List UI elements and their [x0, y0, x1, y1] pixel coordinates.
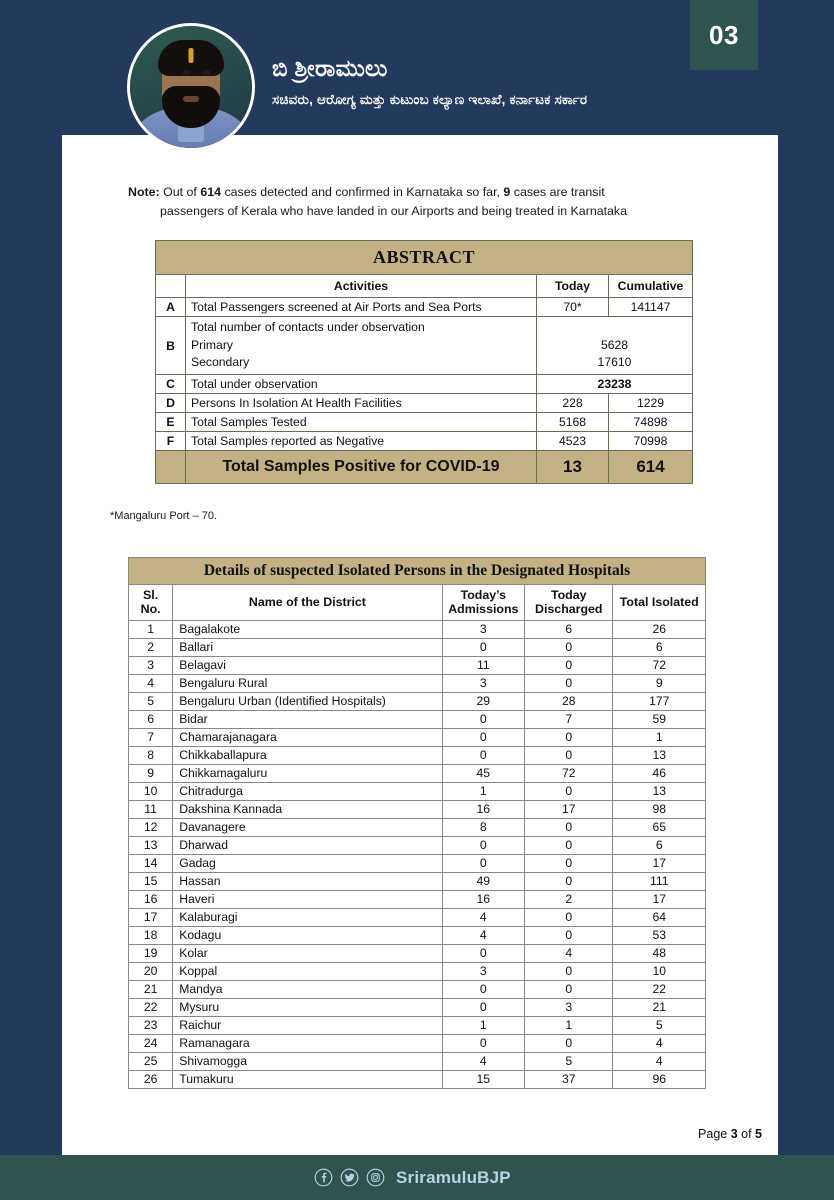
instagram-icon[interactable]: [366, 1168, 385, 1187]
table-row: [156, 413, 693, 432]
district-title: Details of suspected Isolated Persons in the Designated Hospitals: [129, 558, 706, 585]
district-title-row: [129, 558, 706, 585]
row-sl-no: 23: [129, 1016, 173, 1034]
abstract-col-key: [156, 275, 186, 298]
portrait-eye-right: [202, 70, 211, 75]
row-admissions: 4: [442, 926, 524, 944]
row-sl-no: 15: [129, 872, 173, 890]
row-district-name: Koppal: [173, 962, 442, 980]
row-discharged: 2: [525, 890, 613, 908]
row-key: D: [156, 394, 186, 413]
row-total-isolated: 1: [613, 728, 706, 746]
abstract-total-row: [156, 451, 693, 484]
row-total-isolated: 26: [613, 620, 706, 638]
row-district-name: Ballari: [173, 638, 442, 656]
district-col-sl-line2: No.: [140, 602, 161, 617]
table-row: [129, 1070, 706, 1088]
district-header-row: [129, 585, 706, 621]
row-district-name: Mysuru: [173, 998, 442, 1016]
row-district-name: Dharwad: [173, 836, 442, 854]
table-row: [129, 962, 706, 980]
row-total-isolated: 22: [613, 980, 706, 998]
row-total-isolated: 4: [613, 1052, 706, 1070]
row-district-name: Bengaluru Urban (Identified Hospitals): [173, 692, 442, 710]
row-sl-no: 12: [129, 818, 173, 836]
twitter-icon[interactable]: [340, 1168, 359, 1187]
table-row: [129, 764, 706, 782]
total-label: Total Samples Positive for COVID-19: [186, 451, 537, 484]
portrait-tilak: [189, 48, 194, 63]
minister-name: ಬಿ ಶ್ರೀರಾಮುಲು: [272, 55, 388, 81]
note-total-cases: 614: [200, 185, 221, 199]
row-discharged: 0: [525, 782, 613, 800]
row-activity: Total Samples Tested: [186, 413, 537, 432]
table-row: [129, 782, 706, 800]
row-total-isolated: 4: [613, 1034, 706, 1052]
row-admissions: 4: [442, 908, 524, 926]
note-paragraph: [128, 183, 728, 221]
note-line-2: passengers of Kerala who have landed in our Airports and being treated in Karnataka: [160, 204, 628, 219]
district-col-adm-line1: Today’s: [460, 588, 507, 602]
total-key: [156, 451, 186, 484]
row-discharged: 28: [525, 692, 613, 710]
row-sl-no: 20: [129, 962, 173, 980]
row-sl-no: 25: [129, 1052, 173, 1070]
row-discharged: 0: [525, 746, 613, 764]
row-activity: [186, 317, 537, 375]
row-today: 70*: [537, 298, 609, 317]
table-row: [129, 980, 706, 998]
row-sl-no: 9: [129, 764, 173, 782]
row-admissions: 45: [442, 764, 524, 782]
row-primary-count: 5628: [600, 337, 629, 352]
note-text-a: Out of: [159, 185, 201, 199]
row-sl-no: 24: [129, 1034, 173, 1052]
row-admissions: 3: [442, 620, 524, 638]
page-indicator: [698, 1127, 762, 1141]
table-row: [129, 1016, 706, 1034]
row-today: 4523: [537, 432, 609, 451]
row-discharged: 0: [525, 1034, 613, 1052]
row-merged-value: 23238: [537, 375, 693, 394]
row-admissions: 0: [442, 1034, 524, 1052]
row-activity-line-2: Primary: [191, 337, 233, 352]
table-row: [129, 836, 706, 854]
row-activity: Total Passengers screened at Air Ports and Sea Ports: [186, 298, 537, 317]
row-sl-no: 13: [129, 836, 173, 854]
table-row: [156, 298, 693, 317]
portrait-eye-left: [182, 70, 191, 75]
district-col-dis-line1: Today: [550, 588, 587, 602]
row-total-isolated: 10: [613, 962, 706, 980]
page-footer: [0, 1155, 834, 1200]
row-sl-no: 17: [129, 908, 173, 926]
row-admissions: 16: [442, 890, 524, 908]
row-district-name: Belagavi: [173, 656, 442, 674]
row-key: C: [156, 375, 186, 394]
row-district-name: Ramanagara: [173, 1034, 442, 1052]
row-admissions: 3: [442, 962, 524, 980]
table-row: [129, 728, 706, 746]
note-text-b: cases detected and confirmed in Karnataka so far,: [221, 185, 504, 199]
row-district-name: Davanagere: [173, 818, 442, 836]
row-discharged: 0: [525, 836, 613, 854]
row-sl-no: 3: [129, 656, 173, 674]
row-district-name: Hassan: [173, 872, 442, 890]
row-admissions: 3: [442, 674, 524, 692]
abstract-table: [155, 240, 693, 484]
row-sl-no: 22: [129, 998, 173, 1016]
district-col-dis-line2: Discharged: [535, 602, 603, 617]
row-activity: Total Samples reported as Negative: [186, 432, 537, 451]
row-total-isolated: 46: [613, 764, 706, 782]
row-total-isolated: 21: [613, 998, 706, 1016]
abstract-col-cumulative: Cumulative: [609, 275, 693, 298]
total-cumulative: 614: [609, 451, 693, 484]
row-total-isolated: 13: [613, 782, 706, 800]
row-sl-no: 8: [129, 746, 173, 764]
row-total-isolated: 72: [613, 656, 706, 674]
row-district-name: Tumakuru: [173, 1070, 442, 1088]
row-district-name: Kodagu: [173, 926, 442, 944]
district-col-sl: [129, 585, 173, 621]
row-total-isolated: 17: [613, 854, 706, 872]
row-total-isolated: 17: [613, 890, 706, 908]
row-district-name: Raichur: [173, 1016, 442, 1034]
row-district-name: Chitradurga: [173, 782, 442, 800]
note-text-c: cases are transit: [510, 185, 605, 199]
row-today: 5168: [537, 413, 609, 432]
page-header: [0, 0, 834, 135]
row-admissions: 0: [442, 854, 524, 872]
table-row: [129, 656, 706, 674]
row-discharged: 72: [525, 764, 613, 782]
row-discharged: 0: [525, 638, 613, 656]
row-admissions: 0: [442, 728, 524, 746]
page-middle: of: [737, 1127, 756, 1141]
row-total-isolated: 9: [613, 674, 706, 692]
row-cumulative: 74898: [609, 413, 693, 432]
table-row: [156, 394, 693, 413]
row-sl-no: 11: [129, 800, 173, 818]
row-sl-no: 21: [129, 980, 173, 998]
row-activity-line-1: Total number of contacts under observation: [191, 320, 425, 334]
row-sl-no: 2: [129, 638, 173, 656]
district-col-sl-line1: Sl.: [143, 588, 159, 602]
table-row: [129, 890, 706, 908]
table-row: [129, 854, 706, 872]
row-sl-no: 6: [129, 710, 173, 728]
row-district-name: Shivamogga: [173, 1052, 442, 1070]
table-row: [129, 1052, 706, 1070]
minister-identity: [272, 55, 587, 108]
table-row: [129, 620, 706, 638]
row-district-name: Bagalakote: [173, 620, 442, 638]
row-sl-no: 14: [129, 854, 173, 872]
row-admissions: 1: [442, 782, 524, 800]
row-discharged: 0: [525, 818, 613, 836]
row-total-isolated: 96: [613, 1070, 706, 1088]
row-total-isolated: 6: [613, 836, 706, 854]
row-cumulative: 70998: [609, 432, 693, 451]
row-discharged: 1: [525, 1016, 613, 1034]
row-merged-values: [537, 317, 693, 375]
table-row: [129, 1034, 706, 1052]
footnote: *Mangaluru Port – 70.: [110, 510, 218, 522]
row-admissions: 1: [442, 1016, 524, 1034]
row-admissions: 16: [442, 800, 524, 818]
note-label: Note:: [128, 185, 160, 199]
row-district-name: Chikkaballapura: [173, 746, 442, 764]
row-admissions: 11: [442, 656, 524, 674]
social-links: [314, 1168, 385, 1187]
row-key: E: [156, 413, 186, 432]
district-col-name: Name of the District: [173, 585, 442, 621]
row-discharged: 0: [525, 872, 613, 890]
row-sl-no: 19: [129, 944, 173, 962]
table-row: [129, 710, 706, 728]
minister-designation: ಸಚಿವರು, ಆರೋಗ್ಯ ಮತ್ತು ಕುಟುಂಬ ಕಲ್ಯಾಣ ಇಲಾಖೆ, ಕರ್ನಾಟಕ ಸರ್ಕಾರ: [272, 91, 588, 107]
table-row: [156, 317, 693, 375]
table-row: [129, 872, 706, 890]
portrait-mouth: [183, 96, 199, 102]
note-transit-cases: 9: [503, 185, 511, 199]
row-cumulative: 141147: [609, 298, 693, 317]
row-total-isolated: 177: [613, 692, 706, 710]
row-district-name: Bengaluru Rural: [173, 674, 442, 692]
social-handle[interactable]: SriramuluBJP: [396, 1167, 511, 1187]
row-admissions: 4: [442, 1052, 524, 1070]
row-total-isolated: 64: [613, 908, 706, 926]
row-total-isolated: 111: [613, 872, 706, 890]
row-total-isolated: 6: [613, 638, 706, 656]
row-admissions: 8: [442, 818, 524, 836]
row-activity: Persons In Isolation At Health Facilities: [186, 394, 537, 413]
row-total-isolated: 65: [613, 818, 706, 836]
row-admissions: 29: [442, 692, 524, 710]
row-total-isolated: 13: [613, 746, 706, 764]
page-number-badge: [690, 0, 758, 70]
row-discharged: 0: [525, 908, 613, 926]
row-admissions: 0: [442, 980, 524, 998]
row-sl-no: 5: [129, 692, 173, 710]
document-card: [62, 135, 778, 1155]
row-total-isolated: 59: [613, 710, 706, 728]
table-row: [129, 674, 706, 692]
abstract-header-row: [156, 275, 693, 298]
row-sl-no: 1: [129, 620, 173, 638]
row-sl-no: 18: [129, 926, 173, 944]
table-row: [156, 432, 693, 451]
row-discharged: 0: [525, 980, 613, 998]
row-admissions: 0: [442, 836, 524, 854]
row-key: A: [156, 298, 186, 317]
table-row: [156, 375, 693, 394]
row-total-isolated: 53: [613, 926, 706, 944]
table-row: [129, 818, 706, 836]
row-district-name: Haveri: [173, 890, 442, 908]
row-admissions: 0: [442, 746, 524, 764]
row-discharged: 0: [525, 728, 613, 746]
row-admissions: 0: [442, 944, 524, 962]
row-discharged: 0: [525, 854, 613, 872]
district-table-body: [129, 620, 706, 1088]
row-admissions: 15: [442, 1070, 524, 1088]
table-row: [129, 998, 706, 1016]
table-row: [129, 692, 706, 710]
abstract-col-activities: Activities: [186, 275, 537, 298]
district-table: [128, 557, 706, 1089]
row-discharged: 4: [525, 944, 613, 962]
district-col-adm-line2: Admissions: [448, 602, 519, 617]
row-key: B: [156, 317, 186, 375]
row-discharged: 0: [525, 926, 613, 944]
row-district-name: Chamarajanagara: [173, 728, 442, 746]
row-sl-no: 26: [129, 1070, 173, 1088]
table-row: [129, 926, 706, 944]
row-discharged: 6: [525, 620, 613, 638]
row-admissions: 0: [442, 638, 524, 656]
abstract-title: ABSTRACT: [156, 241, 693, 275]
row-key: F: [156, 432, 186, 451]
row-discharged: 0: [525, 674, 613, 692]
row-today: 228: [537, 394, 609, 413]
row-discharged: 37: [525, 1070, 613, 1088]
row-district-name: Kolar: [173, 944, 442, 962]
page-total: 5: [755, 1127, 762, 1141]
row-cumulative: 1229: [609, 394, 693, 413]
page-current: 3: [730, 1127, 738, 1141]
district-col-total: Total Isolated: [613, 585, 706, 621]
avatar: [127, 23, 255, 151]
row-discharged: 3: [525, 998, 613, 1016]
row-admissions: 0: [442, 998, 524, 1016]
row-total-isolated: 48: [613, 944, 706, 962]
row-discharged: 0: [525, 656, 613, 674]
table-row: [129, 746, 706, 764]
badge-number: 03: [709, 19, 739, 50]
facebook-icon[interactable]: [314, 1168, 333, 1187]
table-row: [129, 944, 706, 962]
row-admissions: 49: [442, 872, 524, 890]
page-prefix: Page: [698, 1127, 731, 1141]
row-discharged: 0: [525, 962, 613, 980]
row-activity-line-3: Secondary: [191, 355, 250, 370]
row-district-name: Kalaburagi: [173, 908, 442, 926]
row-admissions: 0: [442, 710, 524, 728]
total-today: 13: [537, 451, 609, 484]
row-discharged: 7: [525, 710, 613, 728]
row-sl-no: 10: [129, 782, 173, 800]
row-district-name: Bidar: [173, 710, 442, 728]
row-secondary-count: 17610: [597, 355, 632, 370]
portrait-photo: [130, 26, 252, 148]
row-sl-no: 16: [129, 890, 173, 908]
abstract-col-today: Today: [537, 275, 609, 298]
row-district-name: Mandya: [173, 980, 442, 998]
district-col-admissions: [442, 585, 524, 621]
table-row: [129, 908, 706, 926]
district-col-discharged: [525, 585, 613, 621]
row-sl-no: 4: [129, 674, 173, 692]
row-total-isolated: 98: [613, 800, 706, 818]
row-activity: Total under observation: [186, 375, 537, 394]
row-discharged: 17: [525, 800, 613, 818]
table-row: [129, 800, 706, 818]
row-district-name: Gadag: [173, 854, 442, 872]
abstract-title-row: [156, 241, 693, 275]
row-discharged: 5: [525, 1052, 613, 1070]
row-district-name: Dakshina Kannada: [173, 800, 442, 818]
row-district-name: Chikkamagaluru: [173, 764, 442, 782]
row-total-isolated: 5: [613, 1016, 706, 1034]
row-sl-no: 7: [129, 728, 173, 746]
table-row: [129, 638, 706, 656]
